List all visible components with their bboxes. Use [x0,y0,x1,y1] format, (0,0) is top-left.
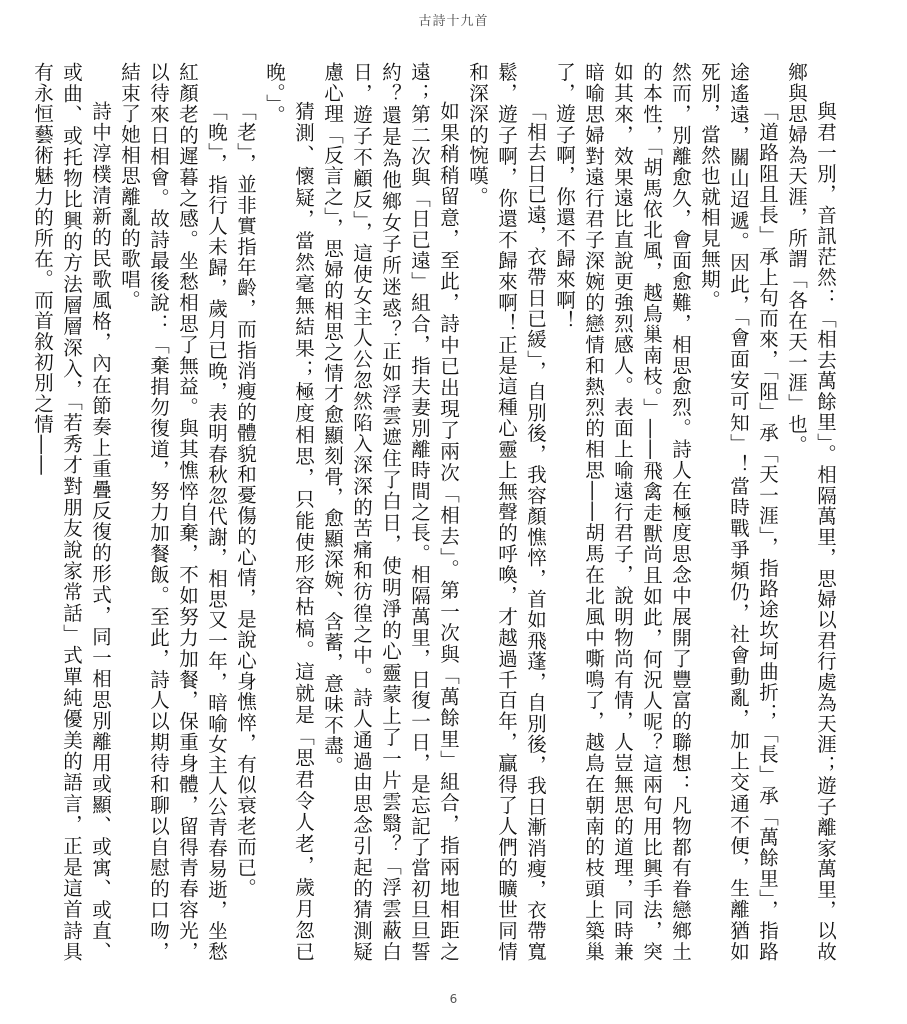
paragraph-6: 猜測、懷疑，當然毫無結果；極度相思，只能使形容枯槁。這就是「思君令人老，歲月忽已晚。」。 [263,62,315,962]
paragraph-1: 與君一別，音訊茫然：「相去萬餘里」。相隔萬里，思婦以君行處為天涯；遊子離家萬里，以故鄉與思婦為天涯，所謂「各在天一涯」也。 [785,62,837,962]
paragraph-2: 「道路阻且長」承上句而來，「阻」承「天一涯」，指路途坎坷曲折；「長」承「萬餘里」，指路途遙遠，關山迢遞。因此，「會面安可知」！當時戰爭頻仍，社會動亂，加上交通不便，生離猶如死別，當然也就相見無期。 [698,62,779,962]
paragraph-5: 如果稍稍留意，至此，詩中已出現了兩次「相去」。第一次與「萬餘里」組合，指兩地相距之遠；第二次與「日已遠」組合，指夫妻別離時間之長。相隔萬里，日復一日，是忘記了當初旦旦誓約？還是為他鄉女子所迷惑？正如浮雲遮住了白日，使明淨的心靈蒙上了一片雲翳？「浮雲蔽白日，遊子不顧反」，這使女主人公忽然陷入深深的苦痛和彷徨之中。詩人通過由思念引起的猜測疑慮心理「反言之」，思婦的相思之情才愈顯刻骨，愈顯深婉、含蓄，意味不盡。 [321,62,460,962]
page-number: 6 [449,992,458,1006]
paragraph-4: 「相去日已遠，衣帶日已緩」，自別後，我容顏憔悴，首如飛蓬，自別後，我日漸消瘦，衣帶寬鬆，遊子啊，你還不歸來啊！正是這種心靈上無聲的呼喚，才越過千百年，贏得了人們的曠世同情和深深的惋嘆。 [466,62,547,962]
page-header-title: 古詩十九首 [418,14,489,29]
paragraph-8: 「晚」，指行人未歸，歲月已晚，表明春秋忽代謝，相思又一年，暗喻女主人公青春易逝，坐愁紅顏老的遲暮之感。坐愁相思了無益。與其憔悴自棄，不如努力加餐，保重身體，留得青春容光，以待來日相會。故詩最後說：「棄捐勿復道，努力加餐飯。至此，詩人以期待和聊以自慰的口吻，結束了她相思離亂的歌唱。 [118,62,228,962]
paragraph-7: 「老」，並非實指年齡，而指消瘦的體貌和憂傷的心情，是說心身憔悴，有似衰老而已。 [234,101,257,899]
paragraph-9: 詩中淳樸清新的民歌風格，內在節奏上重疊反復的形式，同一相思別離用或顯、或寓、或直、或曲、或托物比興的方法層層深入，「若秀才對朋友說家常話」式單純優美的語言，正是這首詩具有永恒藝術魅力的所在。而首敘初別之情―― [31,62,112,962]
paragraph-3: 然而，別離愈久，會面愈難，相思愈烈。詩人在極度思念中展開了豐富的聯想：凡物都有眷戀鄉土的本性，「胡馬依北風，越鳥巢南枝。」――飛禽走獸尚且如此，何況人呢？這兩句用比興手法，突如其來，效果遠比直說更強烈感人。表面上喻遠行君子，說明物尚有情，人豈無思的道理，同時兼暗喻思婦對遠行君子深婉的戀情和熱烈的相思――胡馬在北風中嘶鳴了，越鳥在朝南的枝頭上築巢了，遊子啊，你還不歸來啊！ [553,62,692,962]
vertical-text-body [31,62,840,962]
